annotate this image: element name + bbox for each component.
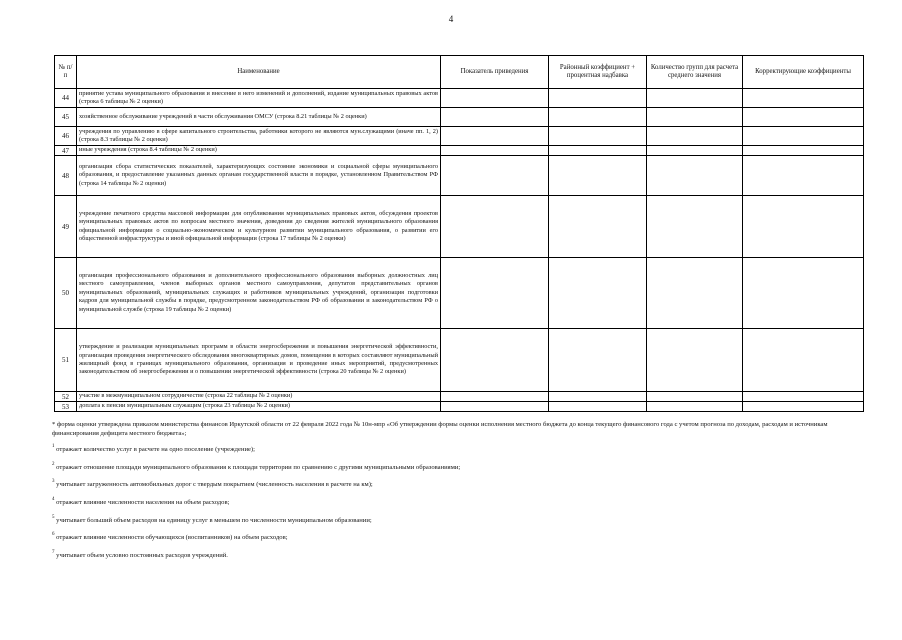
- cell-coefficient: [549, 156, 647, 196]
- cell-correction: [743, 258, 864, 329]
- header-groups: Количество групп для расчета среднего значения: [647, 56, 743, 89]
- cell-coefficient: [549, 258, 647, 329]
- header-name: Наименование: [77, 56, 441, 89]
- footnote: $^7$ учитывает объем условно постоянных расходов учреждений.: [52, 549, 228, 559]
- page-number: 4: [448, 14, 454, 24]
- cell-coefficient: [549, 392, 647, 402]
- table-row: [55, 156, 864, 196]
- cell-coefficient: [549, 146, 647, 156]
- cell-indicator: [441, 329, 549, 392]
- row-name: организация профессионального образования и дополнительного профессионального образования выборных должностных лиц местного самоуправления, членов выборных органов местного самоуправления, депутатов представительных органов муниципальных образований, муниципальных служащих и работников муниципальных учреждений, организация подготовки кадров для муниципальной службы в порядке, предусмотренном законодательством РФ об образовании и законодательством РФ о муниципальной службе (строка 19 таблицы № 2 оценки): [77, 258, 441, 329]
- row-number: 51: [55, 329, 77, 392]
- cell-indicator: [441, 108, 549, 127]
- cell-correction: [743, 329, 864, 392]
- cell-coefficient: [549, 402, 647, 412]
- row-name: участие в межмуниципальном сотрудничестве (строка 22 таблицы № 2 оценки): [77, 392, 441, 402]
- cell-correction: [743, 196, 864, 258]
- footnote: $^2$ отражает отношение площади муниципального образования к площади территории по сравнению с другими муниципальными образованиями;: [52, 461, 461, 471]
- footnote: $^5$ учитывает больший объем расходов на единицу услуг в меньшем по численности муниципальном образовании;: [52, 514, 372, 524]
- footnote: $^6$ отражает влияние численности обучающихся (воспитанников) на объем расходов;: [52, 532, 288, 542]
- cell-indicator: [441, 402, 549, 412]
- row-number: 49: [55, 196, 77, 258]
- row-number: 47: [55, 146, 77, 156]
- cell-groups: [647, 89, 743, 108]
- footnote: $^1$ отражает количество услуг в расчете на одно поселение (учреждение);: [52, 444, 255, 454]
- cell-coefficient: [549, 127, 647, 146]
- row-number: 44: [55, 89, 77, 108]
- row-name: доплата к пенсии муниципальным служащим (строка 23 таблицы № 2 оценки): [77, 402, 441, 412]
- table-row: [55, 127, 864, 146]
- cell-groups: [647, 156, 743, 196]
- header-coefficient: Районный коэффициент + процентная надбавка: [549, 56, 647, 89]
- row-number: 53: [55, 402, 77, 412]
- cell-groups: [647, 258, 743, 329]
- footnote: $^4$ отражает влияние численности населения на объем расходов;: [52, 496, 230, 506]
- cell-correction: [743, 146, 864, 156]
- table-row: [55, 146, 864, 156]
- cell-groups: [647, 329, 743, 392]
- cell-indicator: [441, 156, 549, 196]
- cell-correction: [743, 392, 864, 402]
- cell-indicator: [441, 146, 549, 156]
- row-name: учреждения по управлению в сфере капитального строительства, работники которого не являются мун.служащими (иначе пп. 1, 2) (строка 8.3 таблицы № 2 оценки): [77, 127, 441, 146]
- row-name: принятие устава муниципального образования и внесение в него изменений и дополнений, издание муниципальных правовых актов (строка 6 таблицы № 2 оценки): [77, 89, 441, 108]
- row-number: 48: [55, 156, 77, 196]
- cell-indicator: [441, 127, 549, 146]
- cell-coefficient: [549, 196, 647, 258]
- cell-correction: [743, 402, 864, 412]
- cell-indicator: [441, 196, 549, 258]
- row-number: 45: [55, 108, 77, 127]
- row-number: 46: [55, 127, 77, 146]
- cell-groups: [647, 108, 743, 127]
- row-number: 50: [55, 258, 77, 329]
- cell-groups: [647, 196, 743, 258]
- cell-groups: [647, 146, 743, 156]
- cell-groups: [647, 127, 743, 146]
- footnotes: [52, 421, 872, 566]
- cell-correction: [743, 89, 864, 108]
- cell-coefficient: [549, 329, 647, 392]
- table-row: [55, 329, 864, 392]
- row-name: иные учреждения (строка 8.4 таблицы № 2 оценки): [77, 146, 441, 156]
- cell-groups: [647, 402, 743, 412]
- cell-indicator: [441, 392, 549, 402]
- header-correction: Корректирующие коэффициенты: [743, 56, 864, 89]
- table-row: [55, 108, 864, 127]
- header-num: № п/п: [55, 56, 77, 89]
- cell-coefficient: [549, 108, 647, 127]
- footnote-source: * форма оценки утверждена приказом министерства финансов Иркутской области от 22 февраля 2022 года № 10н-мпр «Об утверждении формы оценки исполнения местного бюджета до конца текущего финансового года с учетом прогноза по доходам, расходам и источникам финансирования дефицита местного бюджета»;: [52, 421, 828, 437]
- table-row: [55, 196, 864, 258]
- footnote: $^3$ учитывает загруженность автомобильных дорог с твердым покрытием (численность населения в расчете на км);: [52, 479, 373, 489]
- header-indicator: Показатель приведения: [441, 56, 549, 89]
- cell-indicator: [441, 258, 549, 329]
- row-number: 52: [55, 392, 77, 402]
- row-name: утверждение и реализация муниципальных программ в области энергосбережения и повышения энергетической эффективности, организация проведения энергетического обследования многоквартирных домов, помещения в которых составляют муниципальный жилищный фонд в границах муниципального образования, организация и проведение иных мероприятий, предусмотренных законодательством об энергосбережении и о повышении энергетической эффективности (строка 20 таблицы № 2 оценки): [77, 329, 441, 392]
- table-row: [55, 89, 864, 108]
- cell-groups: [647, 392, 743, 402]
- row-name: учреждение печатного средства массовой информации для опубликования муниципальных правовых актов, обсуждения проектов муниципальных правовых актов по вопросам местного значения, доведения до сведения жителей муниципального образования официальной информации о социально-экономическом и культурном развитии муниципального образования, о развитии его общественной инфраструктуры и иной официальной информации (строка 17 таблицы № 2 оценки): [77, 196, 441, 258]
- cell-correction: [743, 127, 864, 146]
- cell-coefficient: [549, 89, 647, 108]
- cell-correction: [743, 156, 864, 196]
- table-row: [55, 258, 864, 329]
- cell-indicator: [441, 89, 549, 108]
- table-header-row: [55, 56, 864, 89]
- row-name: организация сбора статистических показателей, характеризующих состояние экономики и социальной сферы муниципального образования, и предоставление указанных данных органам государственной власти в порядке, установленном Правительством РФ (строка 14 таблицы № 2 оценки): [77, 156, 441, 196]
- row-name: хозяйственное обслуживание учреждений в части обслуживания ОМСУ (строка 8.21 таблицы № 2 оценки): [77, 108, 441, 127]
- coefficients-table: [54, 55, 864, 412]
- table-row: [55, 392, 864, 402]
- cell-correction: [743, 108, 864, 127]
- table-row: [55, 402, 864, 412]
